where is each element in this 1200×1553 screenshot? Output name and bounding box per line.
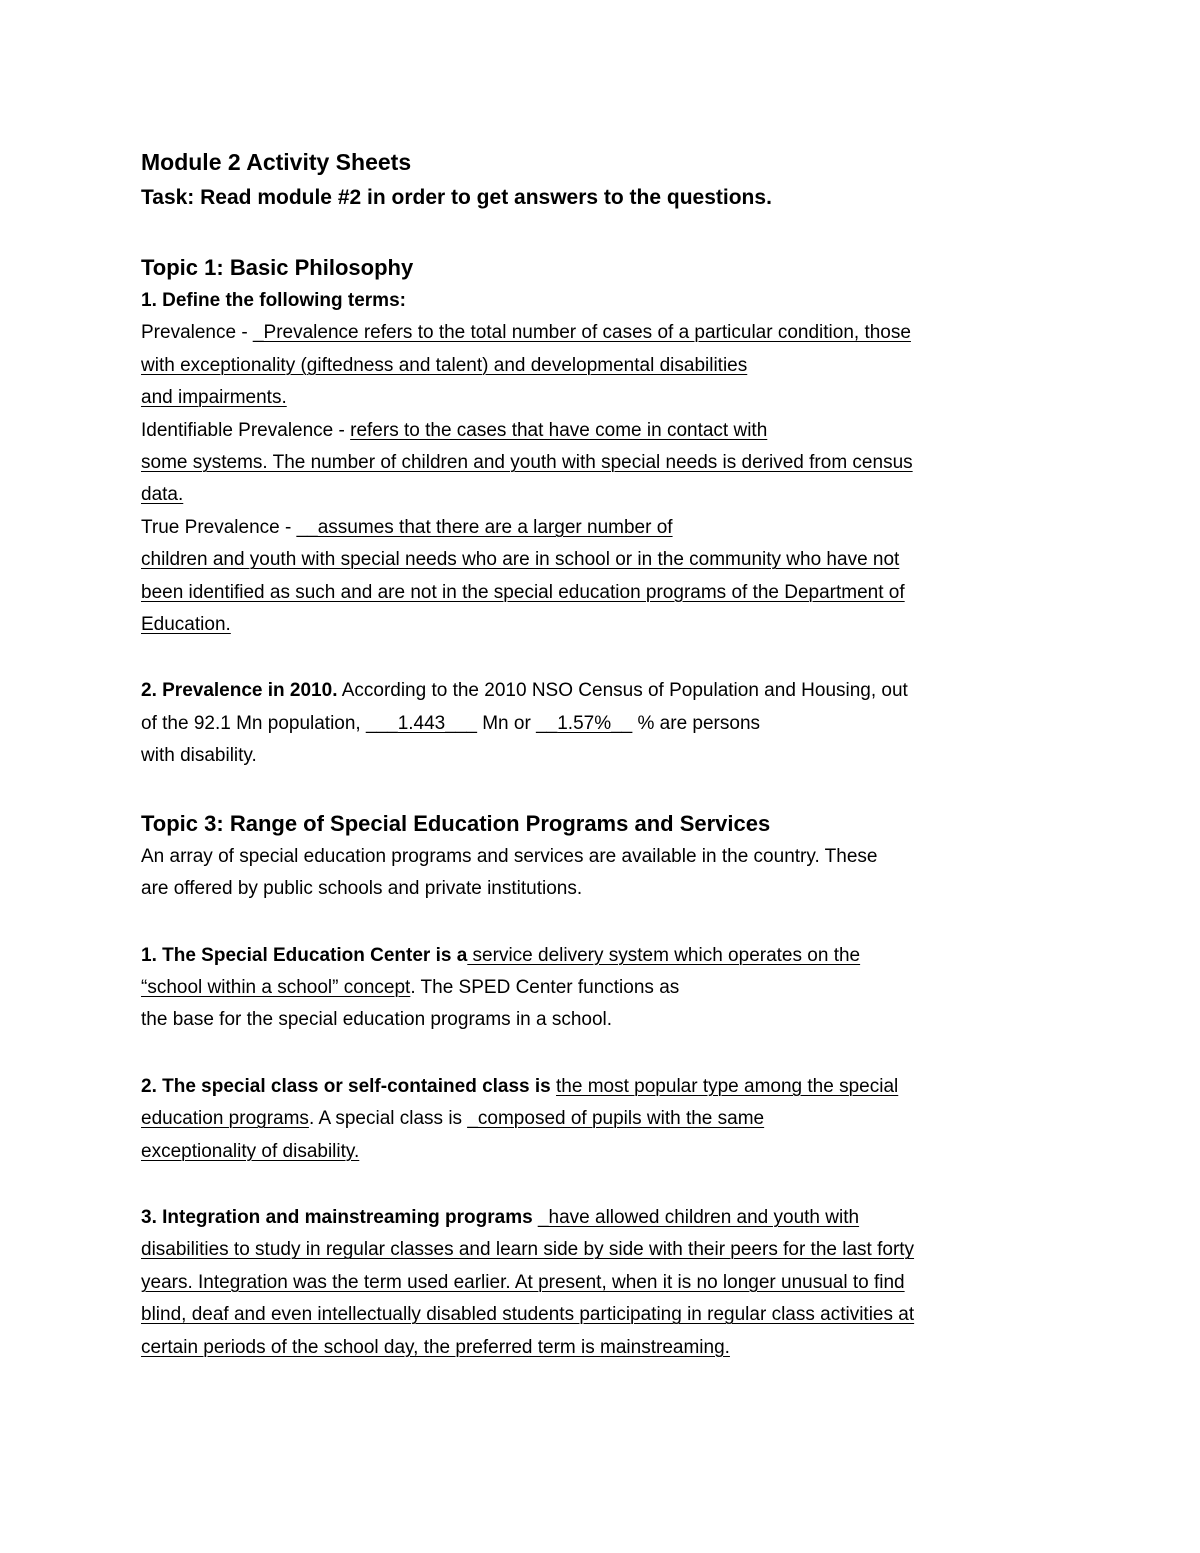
blank-underscore: __ xyxy=(611,712,633,734)
item1-line-2 xyxy=(141,972,1061,1004)
activity-sheet-page xyxy=(141,143,1061,1364)
identifiable-term: Identifiable Prevalence - xyxy=(141,419,351,441)
item2-line-1 xyxy=(141,1071,1061,1103)
true-prevalence-line-3 xyxy=(141,577,1061,609)
item3-answer: blind, deaf and even intellectually disabled students participating in regular class activities at xyxy=(141,1304,915,1326)
item3-answer: disabilities to study in regular classes and learn side by side with their peers for the last forty xyxy=(141,1239,915,1261)
true-prevalence-answer: Education. xyxy=(141,614,231,636)
item3-answer: certain periods of the school day, the preferred term is mainstreaming. xyxy=(141,1336,730,1358)
item1-answer: service delivery system which operates on the xyxy=(467,944,861,966)
item2-line-2 xyxy=(141,1103,1061,1135)
spacer xyxy=(141,1037,1061,1071)
q2-text: According to the 2010 NSO Census of Population and Housing, out xyxy=(337,680,908,702)
document-title: Module 2 Activity Sheets xyxy=(141,149,412,175)
item3-answer: years. Integration was the term used earlier. At present, when it is no longer unusual to find xyxy=(141,1271,905,1293)
spacer xyxy=(141,1168,1061,1202)
item2-answer: _composed of pupils with the same xyxy=(467,1108,765,1130)
topic1-heading: Topic 1: Basic Philosophy xyxy=(141,255,414,280)
prevalence-line-3 xyxy=(141,382,1061,414)
percent-answer: 1.57% xyxy=(557,712,612,734)
task-instruction: Task: Read module #2 in order to get answers to the questions. xyxy=(141,186,772,209)
item3-line-2 xyxy=(141,1234,1061,1266)
prevalence-line-2 xyxy=(141,350,1061,382)
item1-text: . The SPED Center functions as xyxy=(410,976,680,998)
true-prevalence-answer: been identified as such and are not in the special education programs of the Department of xyxy=(141,581,905,603)
identifiable-line-2 xyxy=(141,447,1061,479)
item3-answer: _have allowed children and youth with xyxy=(537,1206,860,1228)
identifiable-line-3 xyxy=(141,479,1061,511)
blank-underscore: ___ xyxy=(445,712,477,734)
item1-line-1 xyxy=(141,940,1061,972)
identifiable-answer: data. xyxy=(141,484,184,506)
q2-label: 2. Prevalence in 2010. xyxy=(141,680,338,702)
true-prevalence-term: True Prevalence - xyxy=(141,516,297,538)
topic3-intro-line: An array of special education programs and services are available in the country. These xyxy=(141,845,878,867)
prevalence-answer: with exceptionality (giftedness and talent) and developmental disabilities xyxy=(141,354,748,376)
spacer xyxy=(141,641,1061,675)
prevalence-term: Prevalence - xyxy=(141,322,253,344)
item2-answer: exceptionality of disability. xyxy=(141,1140,360,1162)
population-answer: 1.443 xyxy=(397,712,446,734)
q2-text: % are persons xyxy=(632,712,761,734)
topic3-heading: Topic 3: Range of Special Education Programs and Services xyxy=(141,810,771,836)
prevalence-line-1 xyxy=(141,317,1061,349)
spacer xyxy=(141,215,1061,251)
true-prevalence-line-1 xyxy=(141,512,1061,544)
item2-answer: the most popular type among the special xyxy=(556,1075,899,1097)
q2-line-3: with disability. xyxy=(141,745,257,767)
q2-text: of the 92.1 Mn population, xyxy=(141,712,366,734)
true-prevalence-line-2 xyxy=(141,544,1061,576)
identifiable-line-1 xyxy=(141,415,1061,447)
item3-line-4 xyxy=(141,1299,1061,1331)
prevalence-answer: _Prevalence refers to the total number of cases of a particular condition, those xyxy=(252,322,911,344)
q1-label: 1. Define the following terms: xyxy=(141,290,406,311)
true-prevalence-line-4 xyxy=(141,609,1061,641)
q2-text: Mn or xyxy=(476,712,537,734)
identifiable-answer: some systems. The number of children and youth with special needs is derived from census xyxy=(141,452,913,474)
topic3-intro-line: are offered by public schools and private institutions. xyxy=(141,878,583,900)
item1-label: 1. The Special Education Center is a xyxy=(141,944,468,966)
item3-label: 3. Integration and mainstreaming programs xyxy=(141,1206,538,1228)
blank-underscore: ___ xyxy=(366,712,398,734)
item2-label: 2. The special class or self-contained class is xyxy=(141,1075,551,1097)
item3-line-1 xyxy=(141,1202,1061,1234)
true-prevalence-answer: children and youth with special needs who are in school or in the community who have not xyxy=(141,549,900,571)
blank-underscore: __ xyxy=(536,712,558,734)
true-prevalence-answer: __assumes that there are a larger number of xyxy=(296,516,673,538)
item2-text: . A special class is xyxy=(308,1108,468,1130)
prevalence-answer: and impairments. xyxy=(141,387,287,409)
identifiable-answer: refers to the cases that have come in contact with xyxy=(350,419,768,441)
item3-line-5 xyxy=(141,1332,1061,1364)
spacer xyxy=(141,773,1061,807)
q2-line-2 xyxy=(141,708,1061,740)
item2-line-3 xyxy=(141,1136,1061,1168)
item3-line-3 xyxy=(141,1267,1061,1299)
spacer xyxy=(141,906,1061,940)
q2-line-1 xyxy=(141,675,1061,707)
item1-answer: “school within a school” concept xyxy=(141,976,411,998)
item2-answer: education programs xyxy=(141,1108,309,1130)
item1-line-3: the base for the special education programs in a school. xyxy=(141,1009,613,1031)
